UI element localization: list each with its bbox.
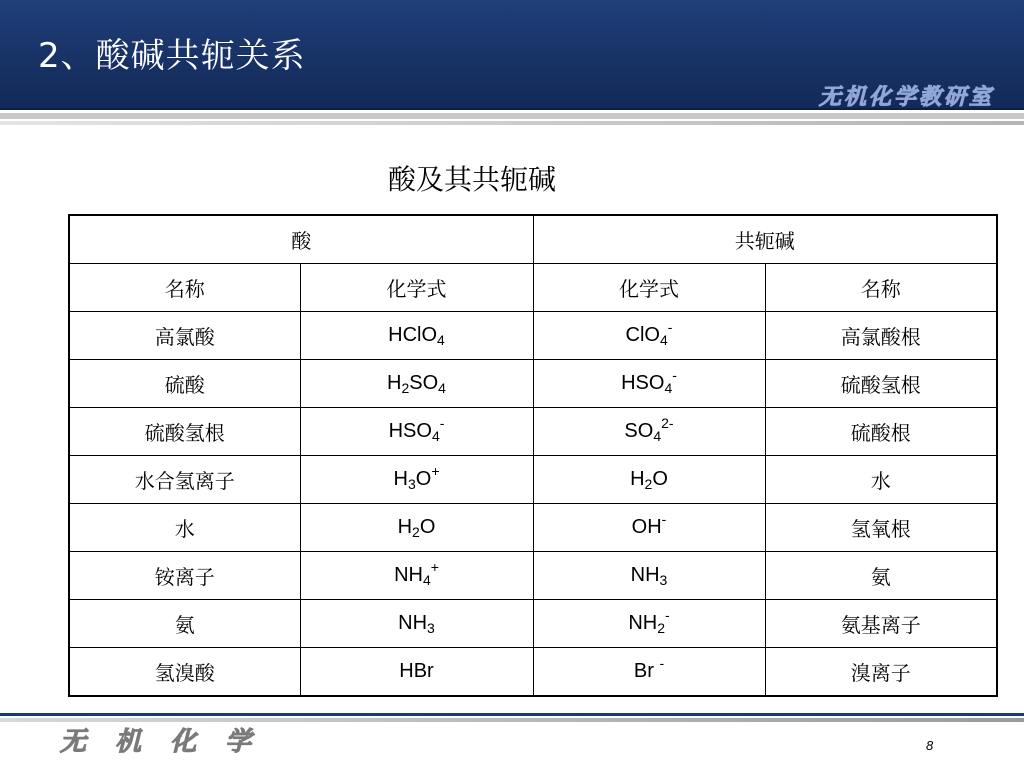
acid-formula-cell: HBr [300, 648, 533, 697]
department-watermark: 无机化学教研室 [818, 84, 994, 110]
footer-divider [0, 713, 1024, 716]
table-row [69, 600, 997, 648]
acid-formula-cell: $H_2SO_4$ [300, 360, 533, 408]
acid-formula-cell: $H_3O^+$ [300, 456, 533, 504]
page-number: 8 [926, 738, 934, 753]
column-header-row [69, 264, 997, 312]
table-row [69, 456, 997, 504]
group-header-row [69, 215, 997, 264]
acid-name-cell: 铵离子 [69, 552, 300, 600]
table-row [69, 312, 997, 360]
base-formula-cell: $NH_2^-$ [533, 600, 765, 648]
base-formula-cell: $SO_4^{2-}$ [533, 408, 765, 456]
acid-name-cell: 硫酸氢根 [69, 408, 300, 456]
column-header-acid-name: 名称 [69, 264, 300, 312]
footer-divider-shadow [0, 718, 1024, 722]
table-body [69, 312, 997, 697]
acid-name-cell: 氢溴酸 [69, 648, 300, 697]
acid-formula-cell: $H_2O$ [300, 504, 533, 552]
column-header-base-formula: 化学式 [533, 264, 765, 312]
base-name-cell: 硫酸根 [765, 408, 997, 456]
acid-name-cell: 氨 [69, 600, 300, 648]
base-name-cell: 硫酸氢根 [765, 360, 997, 408]
base-name-cell: 水 [765, 456, 997, 504]
acid-formula-cell: $HSO_4^-$ [300, 408, 533, 456]
acid-name-cell: 水 [69, 504, 300, 552]
acid-group-header: 酸 [69, 215, 533, 264]
acid-name-cell: 硫酸 [69, 360, 300, 408]
table-caption: 酸及其共轭碱 [387, 163, 556, 196]
base-formula-cell: Br - [533, 648, 765, 697]
footer-watermark: 无 机 化 学 [60, 727, 262, 757]
header-divider-shadow [0, 121, 1024, 125]
base-formula-cell: OH- [533, 504, 765, 552]
table-row [69, 408, 997, 456]
acid-formula-cell: HClO$_4$ [300, 312, 533, 360]
base-name-cell: 溴离子 [765, 648, 997, 697]
base-name-cell: 高氯酸根 [765, 312, 997, 360]
table-row [69, 552, 997, 600]
title-bar [0, 0, 1024, 110]
base-name-cell: 氨 [765, 552, 997, 600]
base-formula-cell: ClO$_4$- [533, 312, 765, 360]
acid-formula-cell: $NH_3$ [300, 600, 533, 648]
base-name-cell: 氨基离子 [765, 600, 997, 648]
base-formula-cell: $NH_3$ [533, 552, 765, 600]
table-row [69, 360, 997, 408]
column-header-acid-formula: 化学式 [300, 264, 533, 312]
acid-base-table [68, 214, 998, 697]
acid-name-cell: 水合氢离子 [69, 456, 300, 504]
table-row [69, 648, 997, 697]
acid-name-cell: 高氯酸 [69, 312, 300, 360]
acid-formula-cell: $NH_4^+$ [300, 552, 533, 600]
base-formula-cell: $HSO_4^-$ [533, 360, 765, 408]
base-name-cell: 氢氧根 [765, 504, 997, 552]
table-row [69, 504, 997, 552]
base-formula-cell: $H_2O$ [533, 456, 765, 504]
column-header-base-name: 名称 [765, 264, 997, 312]
header-divider [0, 113, 1024, 119]
conjugate-base-group-header: 共轭碱 [533, 215, 997, 264]
slide-title: 2、酸碱共轭关系 [38, 36, 306, 76]
